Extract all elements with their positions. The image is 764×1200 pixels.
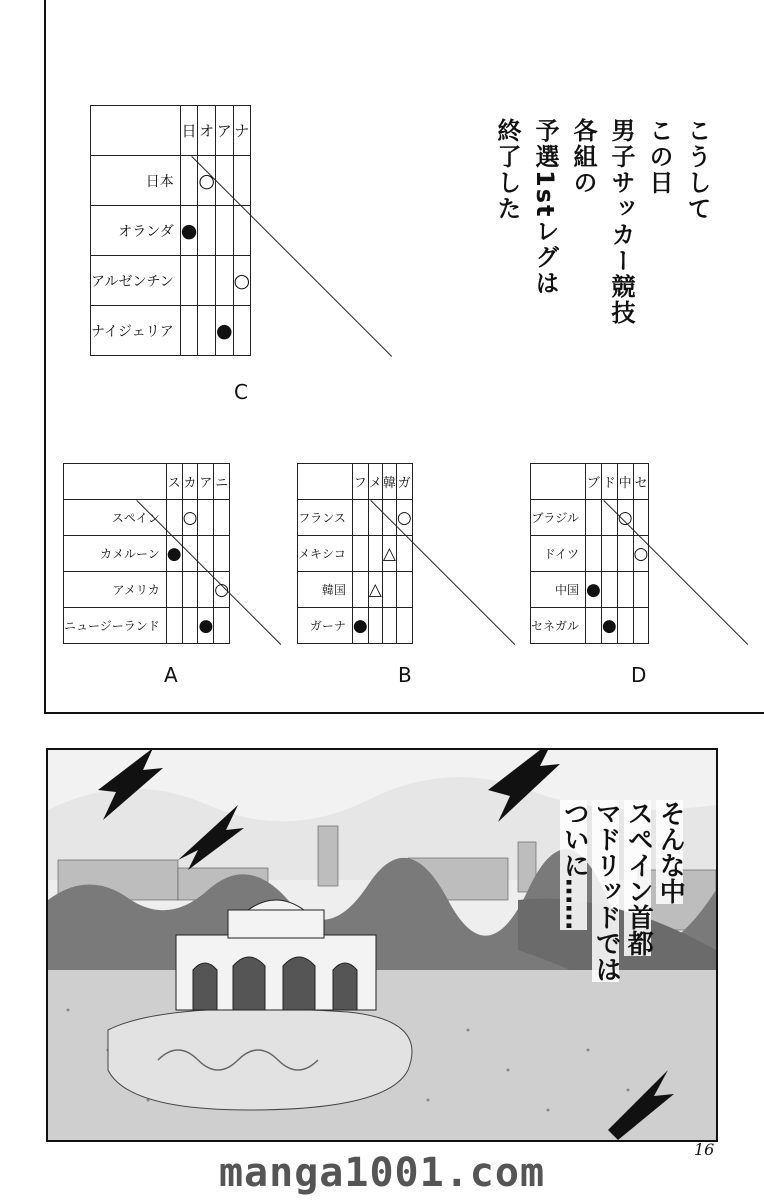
result-cell: [198, 536, 214, 572]
grid-row: [91, 156, 251, 206]
result-cell: ●: [601, 608, 617, 644]
grid-row: [64, 536, 230, 572]
grid-row: [64, 608, 230, 644]
standings-grid-b: [297, 463, 413, 644]
result-cell: [166, 572, 182, 608]
grid-row: [298, 500, 413, 536]
team-name: ガーナ: [298, 608, 353, 644]
result-cell: ●: [180, 206, 198, 256]
grid-corner-cell: [91, 106, 181, 156]
result-cell: [352, 572, 368, 608]
result-cell: [214, 608, 230, 644]
grid-col-header: 中: [617, 464, 633, 500]
result-cell: [198, 500, 214, 536]
result-cell: [352, 500, 368, 536]
team-name: アメリカ: [64, 572, 167, 608]
grid-row: [531, 608, 649, 644]
grid-col-header: オ: [198, 106, 216, 156]
grid-row: [64, 572, 230, 608]
team-name: ニュージーランド: [64, 608, 167, 644]
team-name: フランス: [298, 500, 353, 536]
grid-row: [531, 500, 649, 536]
madrid-panel: [46, 748, 718, 1142]
page-border-left: [44, 0, 46, 712]
result-cell: [166, 500, 182, 536]
result-cell: [617, 608, 633, 644]
result-cell: [352, 536, 368, 572]
narration-line: こうして: [683, 118, 711, 222]
grid-col-header: ガ: [396, 464, 412, 500]
team-name: スペイン: [64, 500, 167, 536]
grid-row: [531, 572, 649, 608]
result-cell: [382, 572, 396, 608]
standings-grid-d: [530, 463, 649, 644]
group-d-label: D: [631, 663, 647, 687]
result-cell: ●: [586, 572, 602, 608]
result-cell: ●: [166, 536, 182, 572]
result-cell: [180, 256, 198, 306]
result-cell: [601, 572, 617, 608]
team-name: カメルーン: [64, 536, 167, 572]
grid-row: [91, 206, 251, 256]
narration-line: この日: [645, 118, 673, 196]
result-cell: [198, 572, 214, 608]
grid-col-header: 韓: [382, 464, 396, 500]
result-cell: ○: [233, 256, 251, 306]
result-cell: [586, 608, 602, 644]
caption-line: スペイン首都: [623, 800, 654, 956]
grid-col-header: ニ: [214, 464, 230, 500]
grid-col-header: ド: [601, 464, 617, 500]
narration-line: 予選1stレグは: [531, 118, 559, 297]
result-cell: [182, 572, 198, 608]
result-cell: ○: [617, 500, 633, 536]
result-cell: [214, 500, 230, 536]
grid-row: [298, 572, 413, 608]
team-name: 韓国: [298, 572, 353, 608]
caption-line: ついに……: [559, 800, 590, 930]
result-cell: △: [382, 536, 396, 572]
grid-corner-cell: [298, 464, 353, 500]
group-b-label: B: [398, 663, 412, 687]
result-cell: [233, 156, 251, 206]
result-cell: [396, 608, 412, 644]
standings-grid-a: [63, 463, 230, 644]
grid-col-header: メ: [368, 464, 382, 500]
result-cell: [382, 608, 396, 644]
result-cell: [198, 306, 216, 356]
grid-row: [91, 256, 251, 306]
result-cell: [368, 536, 382, 572]
caption-line: そんな中: [655, 800, 686, 904]
grid-col-header: ア: [215, 106, 233, 156]
result-cell: ○: [396, 500, 412, 536]
team-name: ブラジル: [531, 500, 586, 536]
grid-col-header: ナ: [233, 106, 251, 156]
caption-line: マドリッドでは: [591, 800, 622, 982]
standings-grid-c: [90, 105, 251, 356]
result-cell: [586, 536, 602, 572]
page-divider: [44, 712, 764, 714]
result-cell: ○: [182, 500, 198, 536]
team-name: アルゼンチン: [91, 256, 181, 306]
grid-row: [64, 500, 230, 536]
result-cell: [633, 500, 649, 536]
narration-line: 男子サッカー競技: [607, 118, 635, 326]
result-cell: [633, 572, 649, 608]
result-cell: [633, 608, 649, 644]
result-cell: [180, 156, 198, 206]
result-cell: [617, 536, 633, 572]
grid-row: [298, 608, 413, 644]
result-cell: ○: [198, 156, 216, 206]
team-name: ドイツ: [531, 536, 586, 572]
team-name: 日本: [91, 156, 181, 206]
result-cell: [180, 306, 198, 356]
team-name: セネガル: [531, 608, 586, 644]
result-cell: ●: [352, 608, 368, 644]
grid-col-header: フ: [352, 464, 368, 500]
team-name: ナイジェリア: [91, 306, 181, 356]
page-number: 16: [694, 1140, 715, 1159]
narration-box: [470, 118, 710, 378]
grid-col-header: ア: [198, 464, 214, 500]
grid-col-header: カ: [182, 464, 198, 500]
grid-col-header: 日: [180, 106, 198, 156]
team-name: メキシコ: [298, 536, 353, 572]
result-cell: [601, 536, 617, 572]
result-cell: [586, 500, 602, 536]
result-cell: [396, 572, 412, 608]
result-cell: ●: [198, 608, 214, 644]
result-cell: [233, 306, 251, 356]
grid-row: [91, 306, 251, 356]
narration-line: 終了した: [493, 118, 521, 222]
result-cell: [214, 536, 230, 572]
result-cell: [215, 206, 233, 256]
grid-col-header: セ: [633, 464, 649, 500]
grid-col-header: ブ: [586, 464, 602, 500]
grid-row: [298, 536, 413, 572]
result-cell: [215, 256, 233, 306]
narration-line: 各組の: [569, 118, 597, 196]
team-name: 中国: [531, 572, 586, 608]
grid-corner-cell: [531, 464, 586, 500]
result-cell: [182, 608, 198, 644]
result-cell: ○: [633, 536, 649, 572]
result-cell: [215, 156, 233, 206]
group-a-label: A: [164, 663, 178, 687]
result-cell: [368, 608, 382, 644]
group-c-label: C: [234, 380, 248, 404]
grid-row: [531, 536, 649, 572]
grid-corner-cell: [64, 464, 167, 500]
result-cell: [198, 256, 216, 306]
result-cell: [617, 572, 633, 608]
result-cell: [166, 608, 182, 644]
grid-col-header: ス: [166, 464, 182, 500]
team-name: オランダ: [91, 206, 181, 256]
result-cell: ○: [214, 572, 230, 608]
result-cell: [198, 206, 216, 256]
watermark: manga1001.com: [218, 1150, 546, 1196]
result-cell: ●: [215, 306, 233, 356]
result-cell: △: [368, 572, 382, 608]
